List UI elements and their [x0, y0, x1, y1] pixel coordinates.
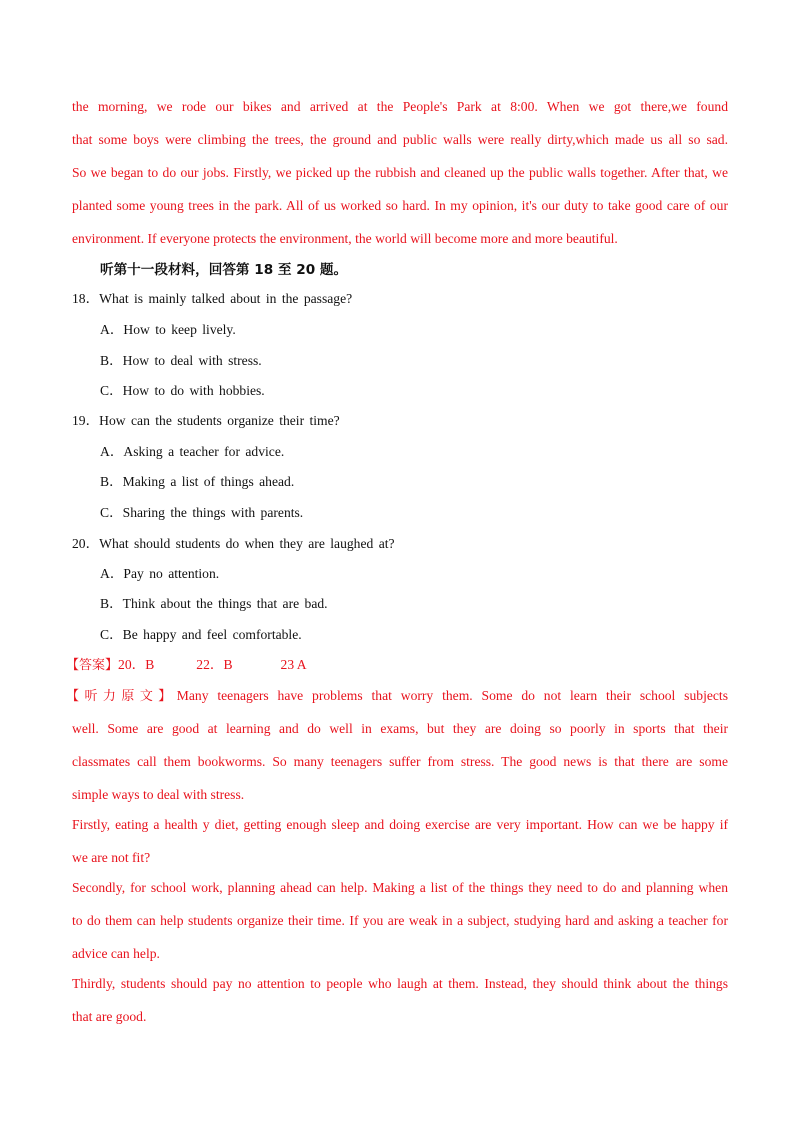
answer-item: 23 A [280, 657, 307, 672]
transcript-line: to do them can help students organize their time. If you are weak in a subject, studying hard and asking a teacher for [72, 913, 728, 928]
question-option: B．How to deal with stress. [100, 353, 262, 368]
question-option: C．Be happy and feel comfortable. [100, 627, 302, 642]
question-stem: 18．What is mainly talked about in the passage? [72, 291, 353, 306]
passage-line: environment. If everyone protects the environment, the world will become more and more beautiful. [72, 231, 618, 246]
passage-line: planted some young trees in the park. All of us worked so hard. In my opinion, it's our duty to take good care of our [72, 198, 728, 213]
question-stem: 20．What should students do when they are laughed at? [72, 536, 395, 551]
transcript-line: classmates call them bookworms. So many teenagers suffer from stress. The good news is that there are some [72, 754, 728, 769]
question-option: A．How to keep lively. [100, 322, 236, 337]
transcript-line: Firstly, eating a health y diet, getting enough sleep and doing exercise are very important. How can we be happy if [72, 817, 728, 832]
transcript-first-line [66, 687, 728, 706]
answer-item: 20．B [118, 657, 155, 672]
passage-line: the morning, we rode our bikes and arrived at the People's Park at 8:00. When we got there,we found [72, 99, 728, 114]
transcript-line: we are not fit? [72, 850, 151, 865]
question-stem: 19．How can the students organize their time? [72, 413, 340, 428]
transcript-line: Secondly, for school work, planning ahead can help. Making a list of the things they need to do and planning when [72, 880, 728, 895]
question-option: B．Making a list of things ahead. [100, 474, 295, 489]
question-option: A．Asking a teacher for advice. [100, 444, 285, 459]
transcript-line: simple ways to deal with stress. [72, 787, 245, 802]
transcript-line: advice can help. [72, 946, 160, 961]
section-header: 听第十一段材料，回答第 18 至 20 题。 [100, 262, 348, 278]
answer-label: 【答案】 [66, 658, 119, 673]
question-option: B．Think about the things that are bad. [100, 596, 328, 611]
question-option: A．Pay no attention. [100, 566, 220, 581]
transcript-label: 【听力原文】 [66, 689, 177, 704]
answer-line [66, 656, 307, 675]
question-option: C．Sharing the things with parents. [100, 505, 304, 520]
passage-line: that some boys were climbing the trees, the ground and public walls were really dirty,which made us all so sad. [72, 132, 728, 147]
transcript-line: that are good. [72, 1009, 147, 1024]
transcript-line: well. Some are good at learning and do well in exams, but they are doing so poorly in sports that their [72, 721, 728, 736]
answer-item: 22．B [196, 657, 233, 672]
transcript-line: Many teenagers have problems that worry them. Some do not learn their school subjects [176, 688, 728, 703]
passage-line: So we began to do our jobs. Firstly, we picked up the rubbish and cleaned up the public walls together. After that, we [72, 165, 728, 180]
question-option: C．How to do with hobbies. [100, 383, 265, 398]
transcript-line: Thirdly, students should pay no attention to people who laugh at them. Instead, they should think about the things [72, 976, 728, 991]
